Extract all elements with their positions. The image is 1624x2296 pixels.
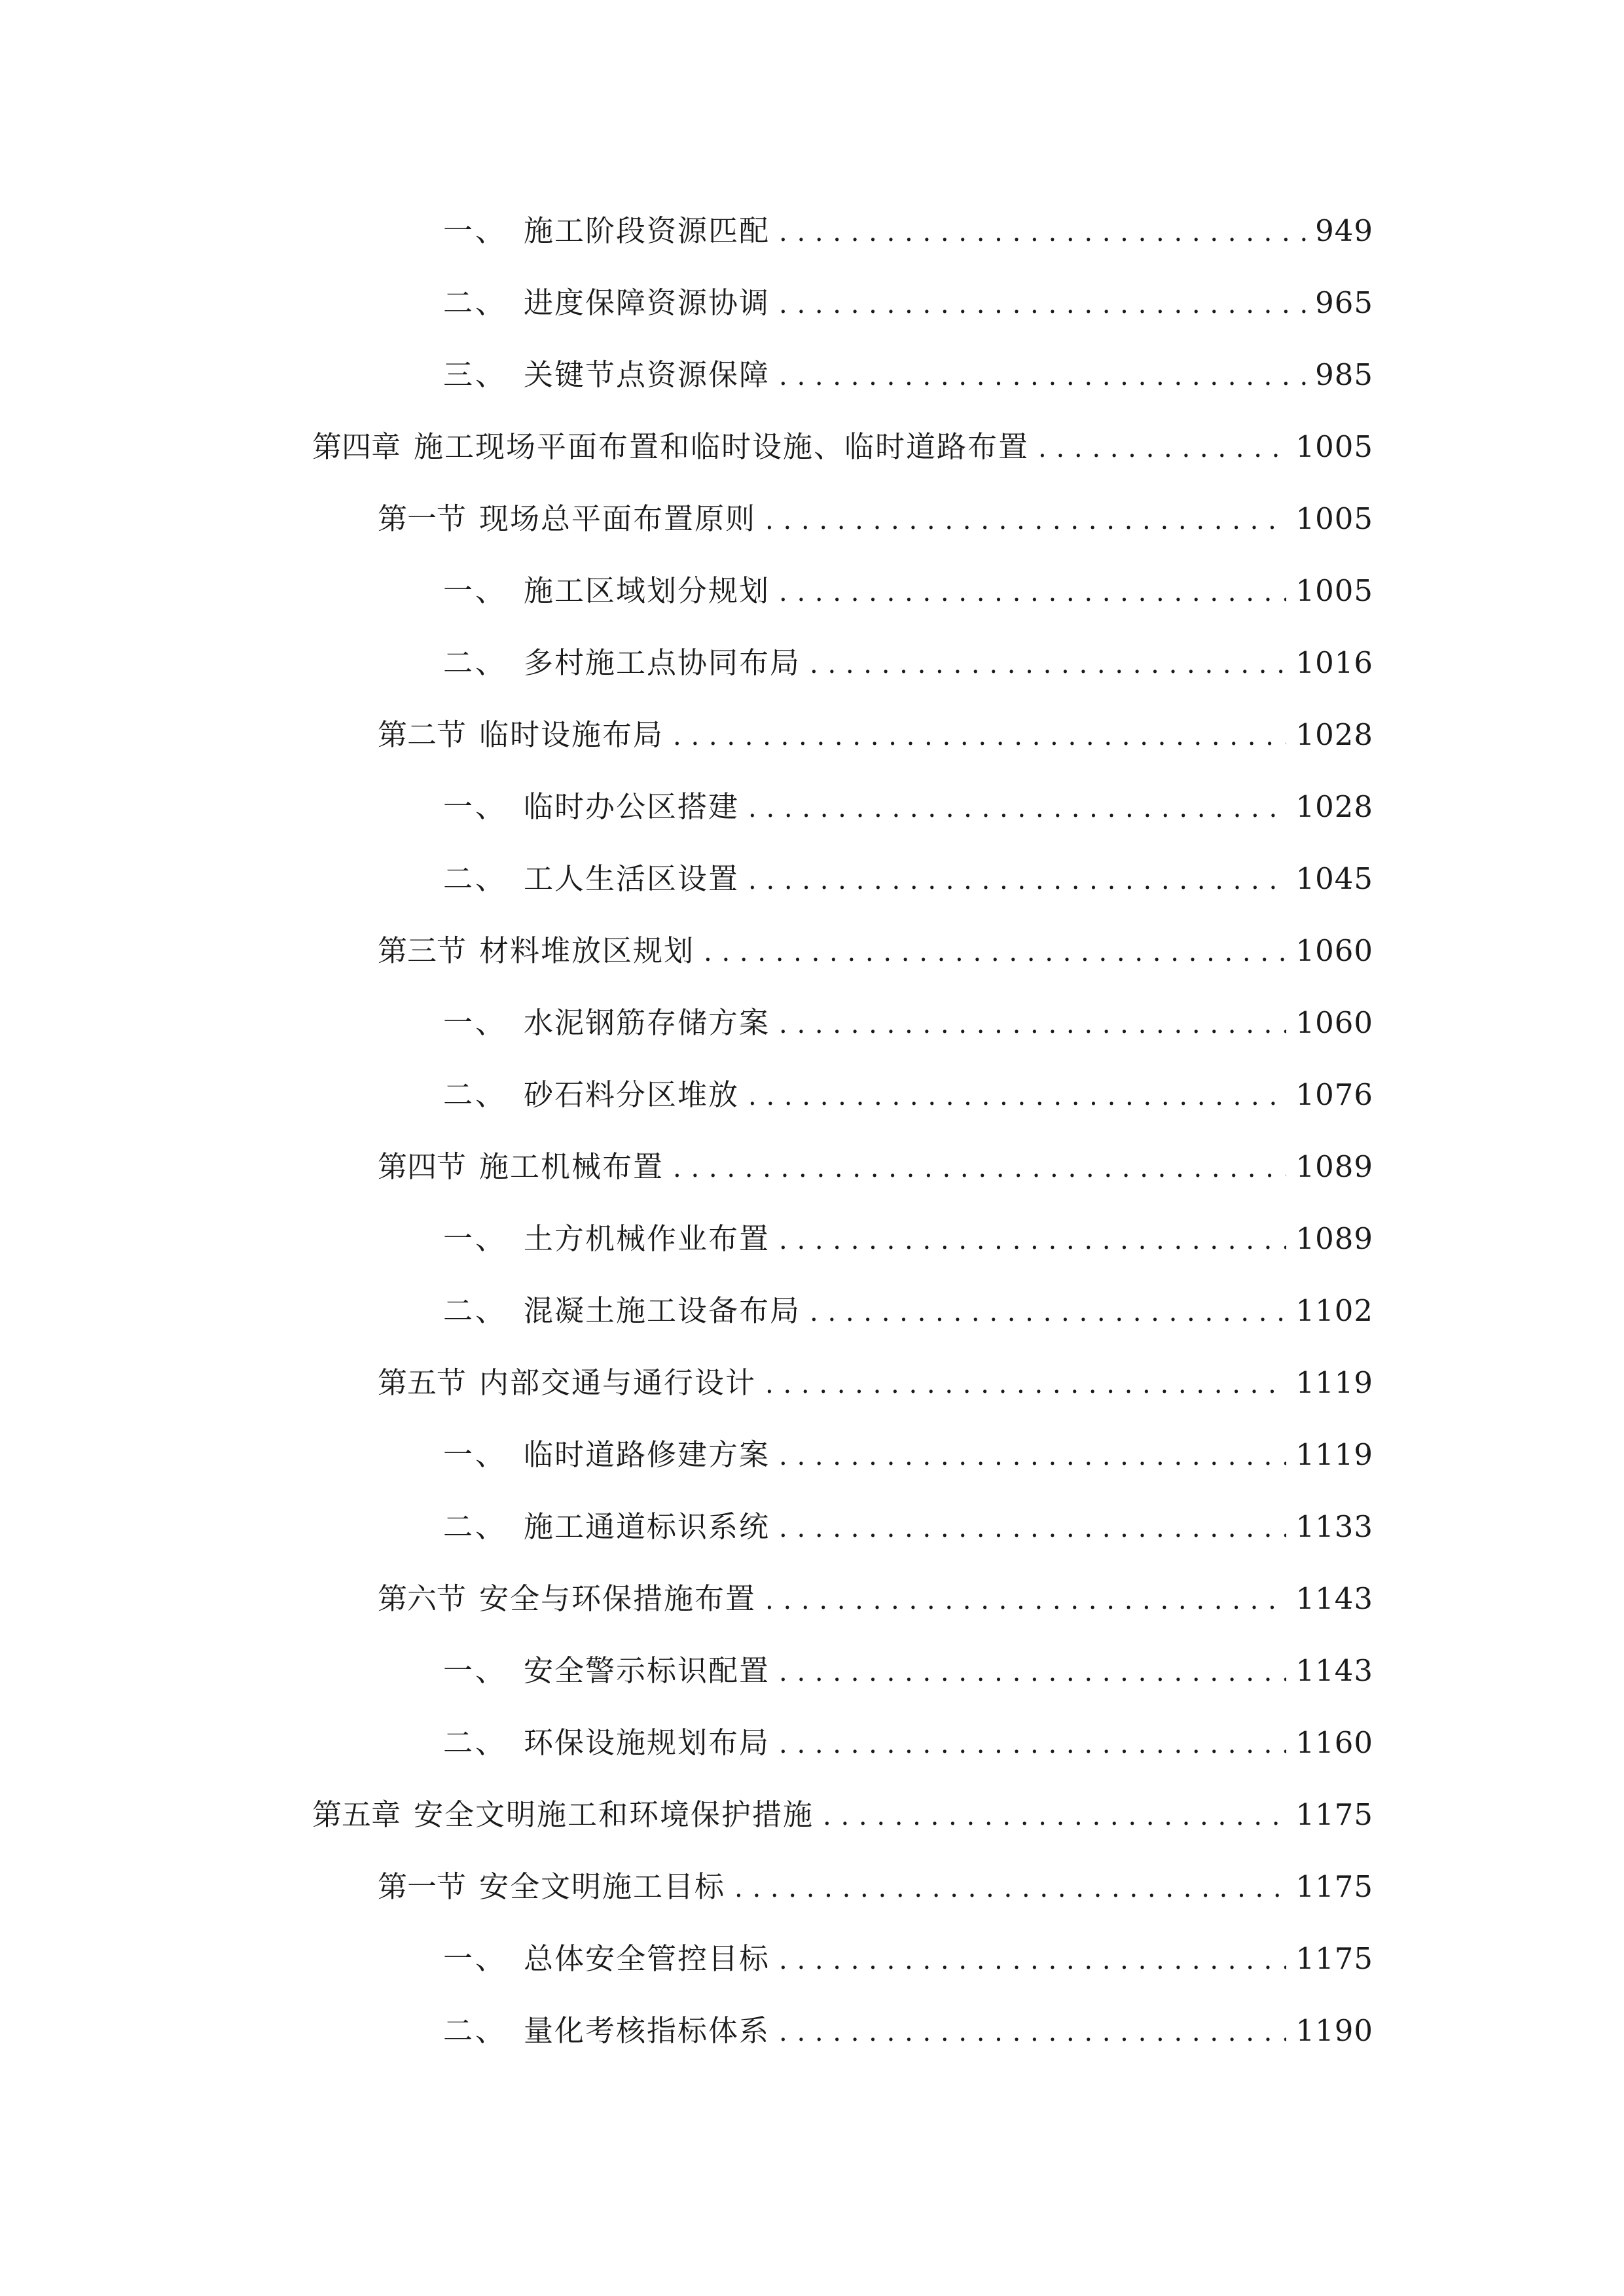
entry-title: 临时设施布局 (479, 717, 664, 749)
entry-title: 材料堆放区规划 (479, 933, 695, 965)
entry-title: 混凝土施工设备布局 (524, 1293, 801, 1325)
dot-leader (704, 936, 1286, 965)
toc-entry-section[interactable] (378, 481, 1373, 533)
entry-page-number: 1089 (1295, 1149, 1373, 1181)
dot-leader (765, 504, 1286, 533)
toc-entry[interactable] (443, 1489, 1373, 1541)
entry-number: 二、 (443, 1509, 508, 1541)
toc-entry-chapter[interactable] (312, 409, 1373, 461)
entry-number: 二、 (443, 1293, 508, 1325)
dot-leader (779, 216, 1306, 245)
entry-number: 一、 (443, 213, 508, 245)
entry-page-number: 1175 (1295, 1941, 1373, 1973)
toc-entry-section[interactable] (378, 697, 1373, 749)
dot-leader (748, 1080, 1286, 1109)
entry-page-number: 1143 (1295, 1581, 1373, 1613)
entry-title: 多村施工点协同布局 (524, 645, 801, 677)
entry-title: 环保设施规划布局 (524, 1725, 770, 1757)
entry-page-number: 1089 (1295, 1221, 1373, 1253)
entry-page-number: 1175 (1295, 1797, 1373, 1829)
dot-leader (779, 2016, 1286, 2045)
entry-title: 现场总平面布置原则 (479, 501, 757, 533)
entry-number: 第四章 (312, 429, 401, 461)
toc-entry[interactable] (443, 1417, 1373, 1469)
entry-page-number: 1102 (1295, 1293, 1373, 1325)
entry-page-number: 1076 (1295, 1077, 1373, 1109)
toc-entry-section[interactable] (378, 1345, 1373, 1397)
entry-number: 二、 (443, 1725, 508, 1757)
entry-title: 临时办公区搭建 (524, 789, 740, 821)
entry-page-number: 1005 (1295, 429, 1373, 461)
entry-page-number: 985 (1315, 357, 1373, 389)
entry-title: 施工阶段资源匹配 (524, 213, 770, 245)
dot-leader (1038, 432, 1286, 461)
entry-page-number: 1190 (1295, 2013, 1373, 2045)
toc-entry[interactable] (443, 553, 1373, 605)
entry-page-number: 1119 (1295, 1437, 1373, 1469)
toc-entry[interactable] (443, 1273, 1373, 1325)
entry-title: 水泥钢筋存储方案 (524, 1005, 770, 1037)
entry-page-number: 1045 (1295, 861, 1373, 893)
entry-title: 工人生活区设置 (524, 861, 740, 893)
dot-leader (779, 360, 1306, 389)
dot-leader (779, 1728, 1286, 1757)
entry-title: 安全文明施工目标 (479, 1869, 726, 1901)
entry-number: 一、 (443, 1437, 508, 1469)
toc-entry[interactable] (443, 1633, 1373, 1685)
dot-leader (673, 1152, 1286, 1181)
dot-leader (765, 1584, 1286, 1613)
toc-entry-chapter[interactable] (312, 1777, 1373, 1829)
dot-leader (779, 288, 1306, 317)
entry-title: 进度保障资源协调 (524, 285, 770, 317)
entry-number: 二、 (443, 861, 508, 893)
entry-number: 一、 (443, 1005, 508, 1037)
dot-leader (779, 576, 1286, 605)
entry-title: 量化考核指标体系 (524, 2013, 770, 2045)
toc-entry[interactable] (443, 769, 1373, 821)
entry-page-number: 1028 (1295, 717, 1373, 749)
entry-number: 一、 (443, 1941, 508, 1973)
toc-entry[interactable] (443, 193, 1373, 245)
entry-title: 施工现场平面布置和临时设施、临时道路布置 (414, 429, 1030, 461)
toc-entry[interactable] (443, 1993, 1373, 2045)
toc-entry[interactable] (443, 1201, 1373, 1253)
dot-leader (779, 1008, 1286, 1037)
entry-number: 第一节 (378, 501, 467, 533)
entry-page-number: 949 (1315, 213, 1373, 245)
entry-title: 施工通道标识系统 (524, 1509, 770, 1541)
entry-page-number: 1005 (1295, 501, 1373, 533)
entry-title: 砂石料分区堆放 (524, 1077, 740, 1109)
dot-leader (748, 864, 1286, 893)
dot-leader (734, 1872, 1286, 1901)
entry-number: 一、 (443, 1221, 508, 1253)
dot-leader (779, 1656, 1286, 1685)
entry-number: 第四节 (378, 1149, 467, 1181)
toc-entry[interactable] (443, 265, 1373, 317)
dot-leader (823, 1800, 1286, 1829)
dot-leader (810, 1296, 1286, 1325)
entry-page-number: 1175 (1295, 1869, 1373, 1901)
entry-page-number: 1143 (1295, 1653, 1373, 1685)
entry-page-number: 1133 (1295, 1509, 1373, 1541)
toc-entry[interactable] (443, 985, 1373, 1037)
entry-number: 第五章 (312, 1797, 401, 1829)
entry-number: 二、 (443, 2013, 508, 2045)
dot-leader (779, 1512, 1286, 1541)
toc-entry[interactable] (443, 1705, 1373, 1757)
entry-title: 安全与环保措施布置 (479, 1581, 757, 1613)
toc-entry[interactable] (443, 337, 1373, 389)
toc-entry-section[interactable] (378, 1561, 1373, 1613)
entry-number: 一、 (443, 573, 508, 605)
toc-entry[interactable] (443, 625, 1373, 677)
entry-number: 三、 (443, 357, 508, 389)
entry-page-number: 1060 (1295, 933, 1373, 965)
toc-entry[interactable] (443, 1057, 1373, 1109)
entry-number: 一、 (443, 789, 508, 821)
toc-entry-section[interactable] (378, 1849, 1373, 1901)
entry-title: 土方机械作业布置 (524, 1221, 770, 1253)
entry-title: 施工区域划分规划 (524, 573, 770, 605)
toc-entry-section[interactable] (378, 1129, 1373, 1181)
dot-leader (779, 1224, 1286, 1253)
entry-page-number: 1005 (1295, 573, 1373, 605)
entry-page-number: 1028 (1295, 789, 1373, 821)
toc-entry-section[interactable] (378, 913, 1373, 965)
entry-number: 第六节 (378, 1581, 467, 1613)
entry-number: 二、 (443, 645, 508, 677)
toc-entry[interactable] (443, 841, 1373, 893)
entry-title: 安全警示标识配置 (524, 1653, 770, 1685)
dot-leader (779, 1944, 1286, 1973)
entry-number: 一、 (443, 1653, 508, 1685)
dot-leader (765, 1368, 1286, 1397)
entry-number: 第一节 (378, 1869, 467, 1901)
dot-leader (779, 1440, 1286, 1469)
entry-page-number: 1016 (1295, 645, 1373, 677)
dot-leader (748, 792, 1286, 821)
entry-title: 内部交通与通行设计 (479, 1365, 757, 1397)
dot-leader (673, 720, 1286, 749)
dot-leader (810, 648, 1286, 677)
entry-page-number: 965 (1315, 285, 1373, 317)
entry-title: 安全文明施工和环境保护措施 (414, 1797, 814, 1829)
entry-number: 第二节 (378, 717, 467, 749)
entry-title: 关键节点资源保障 (524, 357, 770, 389)
entry-number: 第五节 (378, 1365, 467, 1397)
entry-number: 第三节 (378, 933, 467, 965)
toc-entry[interactable] (443, 1921, 1373, 1973)
entry-number: 二、 (443, 1077, 508, 1109)
entry-number: 二、 (443, 285, 508, 317)
entry-title: 临时道路修建方案 (524, 1437, 770, 1469)
entry-page-number: 1060 (1295, 1005, 1373, 1037)
entry-title: 总体安全管控目标 (524, 1941, 770, 1973)
entry-title: 施工机械布置 (479, 1149, 664, 1181)
entry-page-number: 1119 (1295, 1365, 1373, 1397)
entry-page-number: 1160 (1295, 1725, 1373, 1757)
